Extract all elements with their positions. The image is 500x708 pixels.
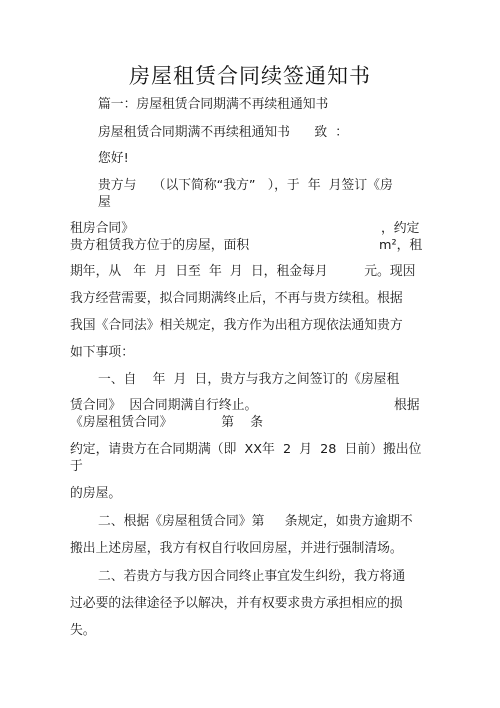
item-line: 二、根据《房屋租赁合同》第 条规定，如贵方逾期不 [98, 514, 413, 529]
body-line: 房屋租赁合同期满不再续租通知书 致 ： [98, 125, 349, 140]
body-line: 于 [70, 459, 83, 474]
body-line: 我国《合同法》相关规定，我方作为出租方现依法通知贵方 [70, 318, 403, 333]
body-line: 根据 [394, 398, 420, 413]
body-line: 的房屋。 [70, 486, 122, 501]
body-line: 租房合同》 [70, 221, 134, 236]
body-line: m²，租 [379, 238, 423, 253]
body-line: 搬出上述房屋，我方有权自行收回房屋，并进行强制清场。 [70, 541, 403, 556]
item-line: 二、若贵方与我方因合同终止事宜发生纠纷，我方将通 [98, 569, 406, 584]
body-line: 约定，请贵方在合同期满（即 XX年 2 月 28 日前）搬出位 [70, 442, 422, 457]
body-line: 过必要的法律途径予以解决，并有权要求贵方承担相应的损 [70, 596, 403, 611]
item-line: 一、自 年 月 日，贵方与我方之间签订的《房屋租 [98, 372, 400, 387]
body-line: 贵方与 （以下简称“我方” ），于 年 月签订《房 [98, 178, 393, 193]
body-line: 失。 [70, 623, 96, 638]
body-line: 我方经营需要，拟合同期满终止后，不再与贵方续租。根据 [70, 291, 403, 306]
body-line: 赁合同》 因合同期满自行终止。 [70, 398, 258, 413]
greeting-line: 您好! [98, 151, 129, 166]
body-line: 如下事项： [70, 345, 134, 360]
body-line: 屋 [98, 195, 111, 210]
body-line: 贵方租赁我方位于的房屋，面积 [70, 238, 250, 253]
body-line: ，约定 [381, 221, 420, 236]
body-line: 《房屋租赁合同》 第 条 [70, 415, 264, 430]
document-title: 房屋租赁合同续签通知书 [129, 64, 371, 88]
body-line: 期年，从 年 月 日至 年 月 日，租金每月 元。现因 [70, 264, 416, 279]
heading-line: 篇一：房屋租赁合同期满不再续租通知书 [98, 97, 329, 112]
